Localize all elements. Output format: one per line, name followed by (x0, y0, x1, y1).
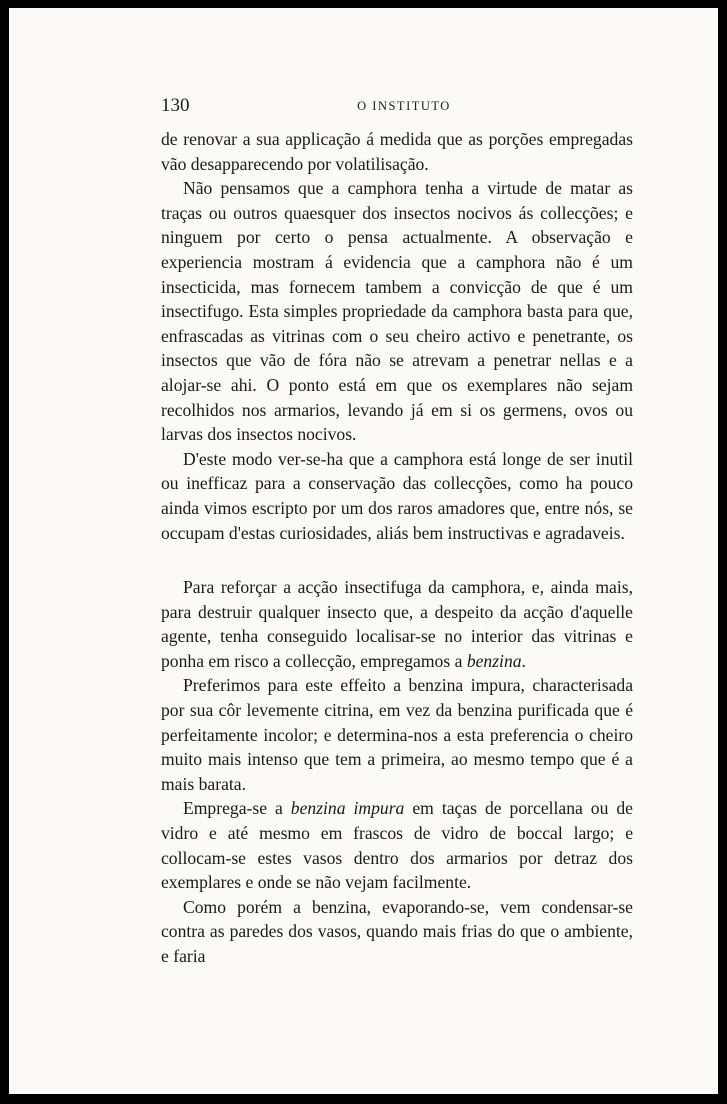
page-header (161, 95, 647, 121)
italic-term: benzina impura (290, 798, 405, 819)
paragraph-text: . (521, 650, 526, 671)
body-text (161, 127, 633, 969)
book-page (9, 8, 718, 1094)
paragraph-text: Emprega-se a (183, 798, 291, 819)
paragraph: Não pensamos que a camphora tenha a virtude de matar as traças ou outros quaesquer dos insectos nocivos ás collecções; e ninguem por certo o pensa actualmente. A observação e experiencia mostram á evidencia que a camphora não é um insecticida, mas fornecem tambem a convicção de que é um insectifugo. Esta simples propriedade da camphora basta para que, enfrascadas as vitrinas com o seu cheiro activo e penetrante, os insectos que vão de fóra não se atrevam a penetrar nellas e a alojar-se ahi. O ponto está em que os exemplares não sejam recolhidos nos armarios, levando já em si os germens, ovos ou larvas dos insectos nocivos. (161, 178, 633, 445)
paragraph (161, 575, 633, 673)
paragraph-text: em taças de porcellana ou de vidro e até mesmo em frascos de vidro de boccal largo; e collocam-se estes vasos dentro dos armarios por detraz dos exemplares e onde se não vejam facilmente. (161, 798, 633, 893)
page-number: 130 (161, 95, 190, 116)
paragraph-continuation: de renovar a sua applicação á medida que as porções empregadas vão desapparecendo por volatilisação. (161, 129, 633, 174)
paragraph: Preferimos para este effeito a benzina impura, characterisada por sua côr levemente citrina, em vez da benzina purificada que é perfeitamente incolor; e determina-nos a esta preferencia o cheiro muito mais intenso que tem a primeira, ao mesmo tempo que é a mais barata. (161, 675, 633, 794)
running-title: O INSTITUTO (357, 99, 451, 113)
paragraph-text: Para reforçar a acção insectifuga da camphora, e, ainda mais, para destruir qualquer insecto que, a despeito da acção d'aquelle agente, tenha conseguido localisar-se no interior das vitrinas e ponha em risco a collecção, empregamos a (161, 577, 633, 671)
italic-term: benzina (466, 650, 522, 671)
paragraph (161, 796, 633, 894)
paragraph: Como porém a benzina, evaporando-se, vem condensar-se contra as paredes dos vasos, quando mais frias do que o ambiente, e faria (161, 896, 633, 966)
paragraph: D'este modo ver-se-ha que a camphora está longe de ser inutil ou inefficaz para a conservação das collecções, como ha pouco ainda vimos escripto por um dos raros amadores que, entre nós, se occupam d'estas curiosidades, aliás bem instructivas e agradaveis. (161, 448, 633, 543)
